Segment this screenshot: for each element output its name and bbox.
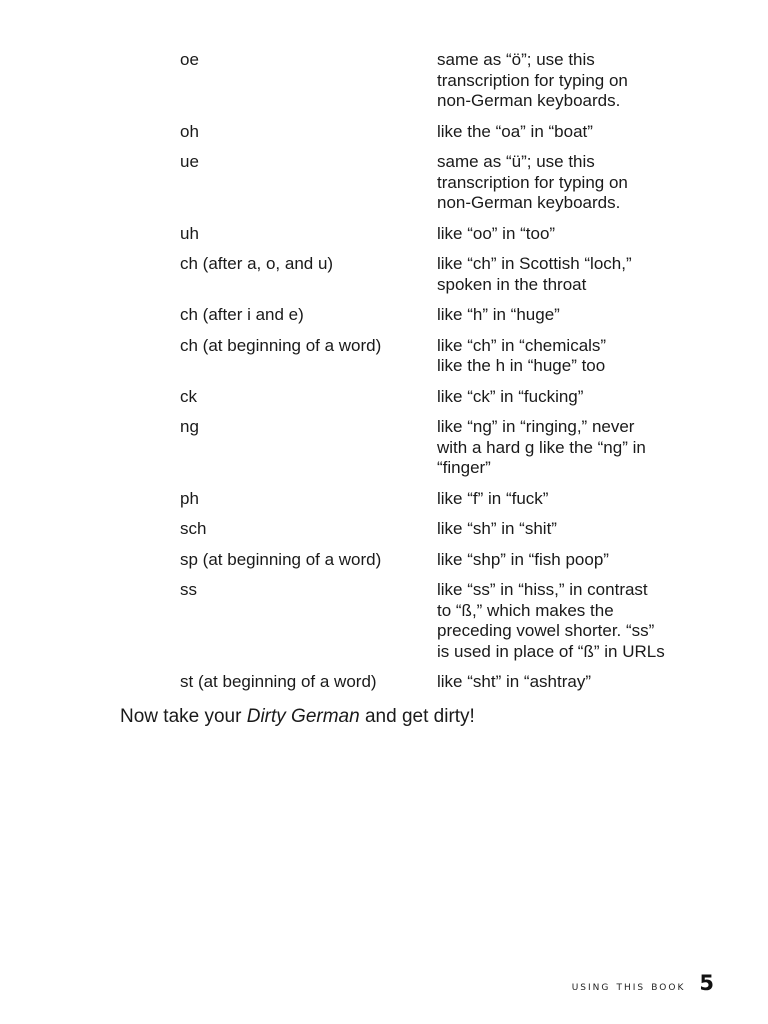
description-line: to “ß,” which makes the: [437, 600, 614, 620]
row-description: [437, 387, 727, 408]
row-description: [437, 417, 727, 479]
row-description: [437, 580, 727, 662]
row-term: ch (after a, o, and u): [180, 254, 334, 273]
description-line: spoken in the throat: [437, 274, 587, 294]
description-line: non-German keyboards.: [437, 193, 621, 212]
row-term: oe: [180, 50, 199, 69]
table-row: [180, 550, 740, 571]
row-term: ng: [180, 417, 199, 436]
table-row: [180, 387, 740, 408]
description-line: like “sh” in “shit”: [437, 519, 557, 538]
table-row: [180, 50, 740, 112]
row-term: ch (at beginning of a word): [180, 335, 382, 355]
description-line: same as “ö”; use this: [437, 50, 595, 69]
row-description: [437, 50, 727, 112]
table-row: [180, 152, 740, 214]
row-term: oh: [180, 121, 199, 141]
page-number: 5: [699, 971, 714, 995]
description-line: preceding vowel shorter. “ss”: [437, 621, 655, 640]
description-line: like “ng” in “ringing,” never: [437, 417, 635, 436]
row-description: [437, 672, 727, 693]
table-row: [180, 519, 740, 540]
table-row: [180, 336, 740, 377]
description-line: transcription for typing on: [437, 172, 628, 192]
description-line: same as “ü”; use this: [437, 152, 595, 171]
row-description: [437, 152, 727, 214]
description-line: with a hard g like the “ng” in: [437, 437, 646, 457]
description-line: non-German keyboards.: [437, 91, 621, 110]
closing-text-after: and get dirty!: [359, 706, 475, 727]
description-line: like “f” in “fuck”: [437, 488, 549, 508]
pronunciation-table: [180, 50, 740, 703]
table-row: [180, 580, 740, 662]
running-head: using this book: [571, 979, 686, 994]
row-term: st (at beginning of a word): [180, 672, 377, 691]
description-line: like “ch” in Scottish “loch,”: [437, 254, 632, 273]
closing-text-before: Now take your: [120, 706, 247, 727]
row-description: [437, 305, 727, 326]
table-row: [180, 254, 740, 295]
description-line: like “oo” in “too”: [437, 223, 556, 243]
description-line: like “shp” in “fish poop”: [437, 549, 609, 569]
description-line: like “ck” in “fucking”: [437, 386, 584, 406]
description-line: like “ss” in “hiss,” in contrast: [437, 580, 648, 599]
row-term: ue: [180, 152, 199, 171]
row-description: [437, 550, 727, 571]
row-description: [437, 224, 727, 245]
description-line: transcription for typing on: [437, 70, 628, 90]
description-line: like “ch” in “chemicals”: [437, 335, 607, 355]
table-row: [180, 489, 740, 510]
row-term: ch (after i and e): [180, 305, 304, 324]
description-line: is used in place of “ß” in URLs: [437, 641, 665, 661]
book-title: Dirty German: [246, 706, 360, 727]
description-line: like “sht” in “ashtray”: [437, 672, 591, 691]
table-row: [180, 305, 740, 326]
description-line: like “h” in “huge”: [437, 305, 560, 324]
table-row: [180, 224, 740, 245]
description-line: “finger”: [437, 458, 491, 477]
description-line: like the h in “huge” too: [437, 356, 606, 375]
table-row: [180, 122, 740, 143]
row-term: sp (at beginning of a word): [180, 549, 382, 569]
row-description: [437, 254, 727, 295]
row-term: ck: [180, 386, 197, 406]
closing-sentence: [120, 705, 475, 729]
row-description: [437, 519, 727, 540]
row-description: [437, 489, 727, 510]
row-description: [437, 122, 727, 143]
table-row: [180, 672, 740, 693]
description-line: like the “oa” in “boat”: [437, 121, 593, 141]
row-description: [437, 336, 727, 377]
table-row: [180, 417, 740, 479]
row-term: ph: [180, 488, 199, 508]
row-term: ss: [180, 580, 197, 599]
row-term: uh: [180, 223, 199, 243]
page-footer: [572, 971, 714, 995]
row-term: sch: [180, 519, 207, 538]
